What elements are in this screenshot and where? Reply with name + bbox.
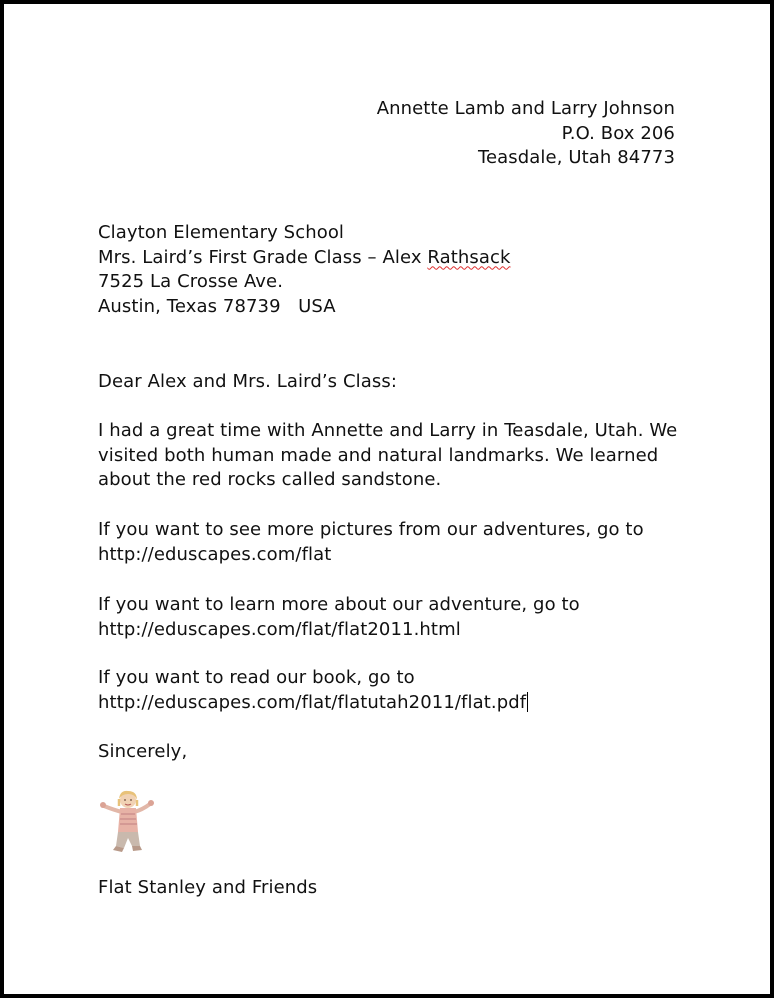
recipient-school: Clayton Elementary School [98, 222, 345, 243]
sender-name: Annette Lamb and Larry Johnson [376, 98, 675, 119]
adventure-link[interactable]: http://eduscapes.com/flat/flat2011.html [98, 618, 461, 640]
recipient-class [98, 246, 511, 271]
paragraph-trip-line: about the red rocks called sandstone. [98, 469, 442, 490]
text-cursor [527, 692, 528, 712]
paragraph-book-text: If you want to read our book, go to [98, 667, 415, 688]
paragraph-book [98, 666, 528, 715]
pictures-link[interactable]: http://eduscapes.com/flat [98, 543, 332, 565]
misspelled-word-rathsack[interactable]: Rathsack [427, 246, 511, 268]
sender-po-box: P.O. Box 206 [561, 122, 675, 144]
book-link-line [98, 691, 528, 716]
salutation [98, 370, 397, 395]
paragraph-adventure [98, 593, 580, 642]
closing-text: Sincerely, [98, 741, 188, 762]
signature-text: Flat Stanley and Friends [98, 877, 318, 898]
sender-city-state-zip: Teasdale, Utah 84773 [477, 147, 675, 168]
recipient-class-prefix: Mrs. Laird’s First Grade Class – Alex [98, 246, 428, 268]
sender-address [377, 97, 675, 171]
salutation-text: Dear Alex and Mrs. Laird’s Class: [98, 371, 397, 392]
flat-stanley-figure-icon [98, 788, 156, 856]
paragraph-adventure-text: If you want to learn more about our adventure, go to [98, 594, 580, 615]
recipient-address [98, 221, 511, 319]
paragraph-pictures-text: If you want to see more pictures from our adventures, go to [98, 519, 644, 540]
book-link[interactable]: http://eduscapes.com/flat/flatutah2011/flat.pdf [98, 691, 527, 713]
recipient-street: 7525 La Crosse Ave. [98, 271, 284, 292]
paragraph-trip-line: I had a great time with Annette and Larry in Teasdale, Utah. We [98, 420, 678, 441]
signature [98, 876, 317, 901]
paragraph-trip [98, 419, 677, 493]
paragraph-pictures [98, 518, 644, 567]
closing [98, 740, 187, 765]
recipient-city-state-zip: Austin, Texas 78739 USA [98, 295, 336, 317]
paragraph-trip-line: visited both human made and natural landmarks. We learned [98, 444, 659, 466]
